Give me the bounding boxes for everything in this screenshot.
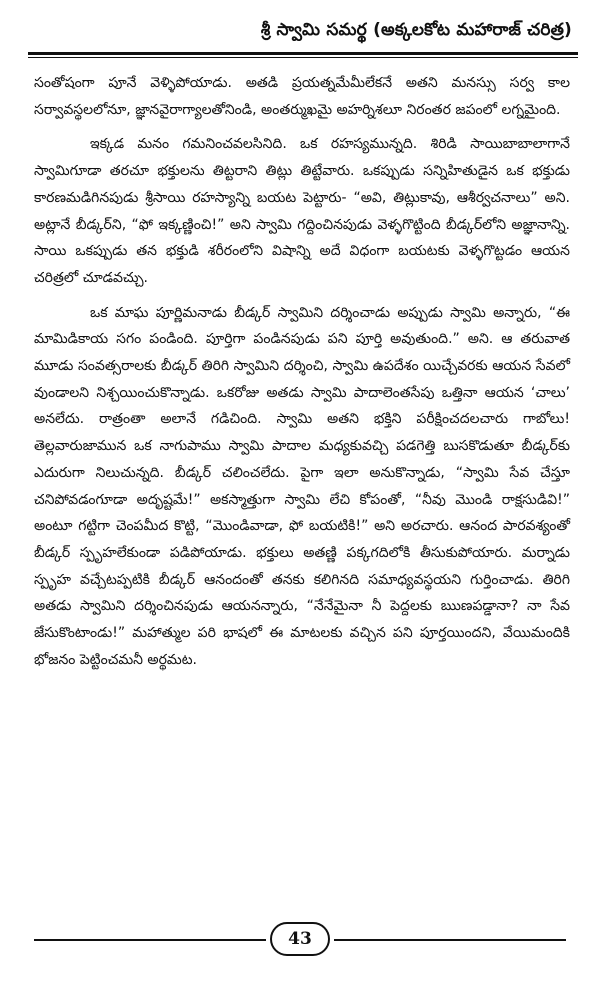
footer-rule-right xyxy=(334,939,566,941)
running-title: శ్రీ స్వామి సమర్థ (అక్కలకోట మహారాజ్ చరిత్ర) xyxy=(260,20,572,40)
paragraph: సంతోషంగా పూనే వెళ్ళిపోయాడు. అతడి ప్రయత్నమేమీలేకనే అతని మనస్సు సర్వ కాల సర్వావస్థలలోనూ, జ్ఞానవైరాగ్యాలతోనిండి, అంతర్ముఖమై అహర్నిశలూ నిరంతర జపంలో లగ్నమైంది. xyxy=(34,75,570,118)
header-rule-thin xyxy=(28,57,578,58)
paragraph: ఒక మాఘ పూర్ణిమనాడు బీడ్కర్ స్వామిని దర్శించాడు అప్పుడు స్వామి అన్నారు, “ఈ మామిడికాయ సగం పండింది. పూర్తిగా పండినపుడు పని పూర్తి అవుతుంది.” అని. ఆ తరువాత మూడు సంవత్సరాలకు బీడ్కర్ తిరిగి స్వామిని దర్శించి, స్వామి ఉపదేశం యిచ్చేవరకు ఆయన సేవలో వుండాలని నిశ్చయించుకొన్నాడు. ఒకరోజు అతడు స్వామి పాదాలెంతసేపు ఒత్తినా ఆయన ‘చాలు’ అనలేదు. రాత్రంతా అలానే గడిచింది. స్వామి అతని భక్తిని పరీక్షించదలచారు గాబోలు! తెల్లవారుజామున ఒక నాగుపాము స్వామి పాదాల మధ్యకువచ్చి పడగెత్తి బుసకొడుతూ బీడ్కర్‌కు ఎదురుగా నిలుచున్నది. బీడ్కర్ చలించలేదు. పైగా ఇలా అనుకొన్నాడు, “స్వామి సేవ చేస్తూ చనిపోవడంగూడా అదృష్టమే!” అకస్మాత్తుగా స్వామి లేచి కోపంతో, “నీవు మొండి రాక్షసుడివి!” అంటూ గట్టిగా చెంపమీద కొట్టి, “మొండివాడా, ఫో బయటికి!” అని అరచారు. ఆనంద పారవశ్యంతో బీడ్కర్ స్పృహలేకుండా పడిపోయాడు. భక్తులు అతణ్ణి పక్కగదిలోకి తీసుకుపోయారు. మర్నాడు స్పృహ వచ్చేటప్పటికి బీడ్కర్ ఆనందంతో తనకు కలిగినది సమాధ్యవస్థయని గుర్తించాడు. తిరిగి అతడు స్వామిని దర్శించినపుడు ఆయనన్నారు, “నేనేమైనా నీ పెద్దలకు ఋణపడ్డానా? నా సేవ జేసుకొంటాండు!” మహాత్ముల పరి భాషలో ఈ మాటలకు వచ్చిన పని పూర్తయిందని, వేయిమందికి భోజనం పెట్టించమనీ అర్థమట. xyxy=(34,304,570,668)
page-header xyxy=(28,8,578,60)
page-number: 43 xyxy=(270,922,330,956)
body-text xyxy=(34,70,570,681)
page-footer xyxy=(0,918,600,958)
header-rule xyxy=(28,52,578,55)
footer-rule-left xyxy=(34,939,266,941)
paragraph: ఇక్కడ మనం గమనించవలసినిది. ఒక రహస్యమున్నది. శిరిడి సాయిబాబాలాగానే స్వామిగూడా తరచూ భక్తులను తిట్టరాని తిట్లు తిట్టేవారు. ఒకప్పుడు సన్నిహితుడైన ఒక భక్తుడు కారణమడిగినపుడు శ్రీసాయి రహస్యాన్ని బయట పెట్టారు- “అవి, తిట్లుకావు, ఆశీర్వచనాలు” అని. అట్లానే బీడ్కర్‌ని, “ఫో ఇక్కణ్ణించి!” అని స్వామి గద్దించినపుడు వెళ్ళగొట్టింది బీడ్కర్‌లోని అజ్ఞానాన్ని. సాయి ఒకప్పుడు తన భక్తుడి శరీరంలోని విషాన్ని అదే విధంగా బయటకు వెళ్ళగొట్టడం ఆయన చరిత్రలో చూడవచ్చు. xyxy=(34,136,570,286)
